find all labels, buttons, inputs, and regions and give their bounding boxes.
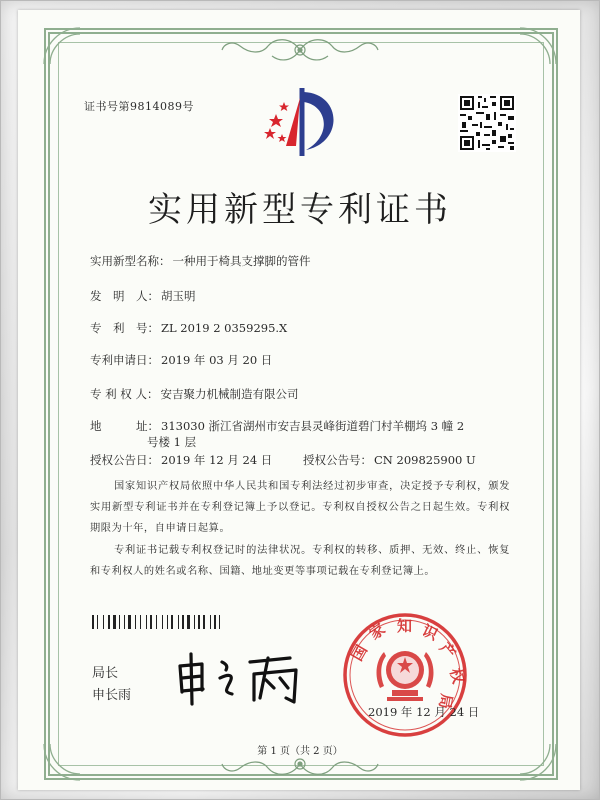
field-value: 安吉聚力机械制造有限公司 (160, 387, 299, 401)
field-label: 实用新型名称： (90, 254, 171, 268)
director-name: 申长雨 (92, 688, 132, 703)
svg-text:家: 家 (365, 619, 389, 644)
svg-text:局: 局 (435, 692, 456, 711)
field-label: 发 明 人： (90, 289, 159, 303)
svg-text:国: 国 (347, 641, 371, 664)
field-value: 2019 年 12 月 24 日 (161, 453, 273, 467)
field-application-date (90, 352, 272, 368)
director-title: 局长 (92, 666, 119, 681)
field-value: 2019 年 03 月 20 日 (161, 353, 273, 367)
director-signature (172, 648, 312, 708)
seal-date: 2019 年 12 月 24 日 (368, 705, 480, 719)
field-address (90, 418, 464, 434)
corner-ornament (40, 24, 84, 68)
field-publication-number (303, 452, 476, 468)
cnipa-logo-icon (262, 84, 344, 160)
field-value: 313030 浙江省湖州市安吉县灵峰街道碧门村羊棚坞 3 幢 2 (161, 419, 465, 433)
field-utility-model-name (90, 253, 311, 269)
field-value: 胡玉明 (161, 289, 196, 303)
certificate-number: 证书号第9814089号 (84, 100, 194, 113)
svg-text:识: 识 (419, 621, 441, 644)
field-label: 专利申请日： (90, 353, 159, 367)
official-seal (340, 610, 470, 740)
field-patentee (90, 386, 298, 402)
field-label: 授权公告日： (90, 453, 159, 467)
field-grant-date (90, 452, 272, 468)
field-address-continued: 号楼 1 层 (147, 435, 197, 449)
page-footer: 第 1 页（共 2 页） (257, 746, 343, 757)
field-value: CN 209825900 U (374, 453, 476, 467)
corner-ornament (516, 24, 560, 68)
field-patent-number (90, 320, 287, 336)
field-label: 授权公告号： (303, 453, 372, 467)
svg-text:知: 知 (397, 617, 413, 635)
svg-text:权: 权 (446, 666, 468, 686)
certificate-title: 实用新型专利证书 (148, 190, 452, 230)
field-value: ZL 2019 2 0359295.X (161, 321, 288, 335)
field-label: 地 址： (90, 419, 159, 433)
body-paragraph: 国家知识产权局依照中华人民共和国专利法经过初步审查，决定授予专利权，颁发实用新型专利证书并在专利登记簿上予以登记。专利权自授权公告之日起生效。专利权期限为十年，自申请日起算。 (90, 481, 510, 534)
svg-text:产: 产 (435, 639, 460, 663)
field-label: 专 利 权 人： (90, 387, 159, 401)
field-label: 专 利 号： (90, 321, 159, 335)
barcode-icon (92, 615, 282, 629)
field-value: 一种用于椅具支撑脚的管件 (172, 254, 311, 268)
field-inventor (90, 288, 196, 304)
qr-code-icon (458, 94, 516, 152)
body-paragraph: 专利证书记载专利权登记时的法律状况。专利权的转移、质押、无效、终止、恢复和专利权人的姓名或名称、国籍、地址变更等事项记载在专利登记簿上。 (90, 545, 510, 577)
top-ornament (220, 32, 380, 68)
